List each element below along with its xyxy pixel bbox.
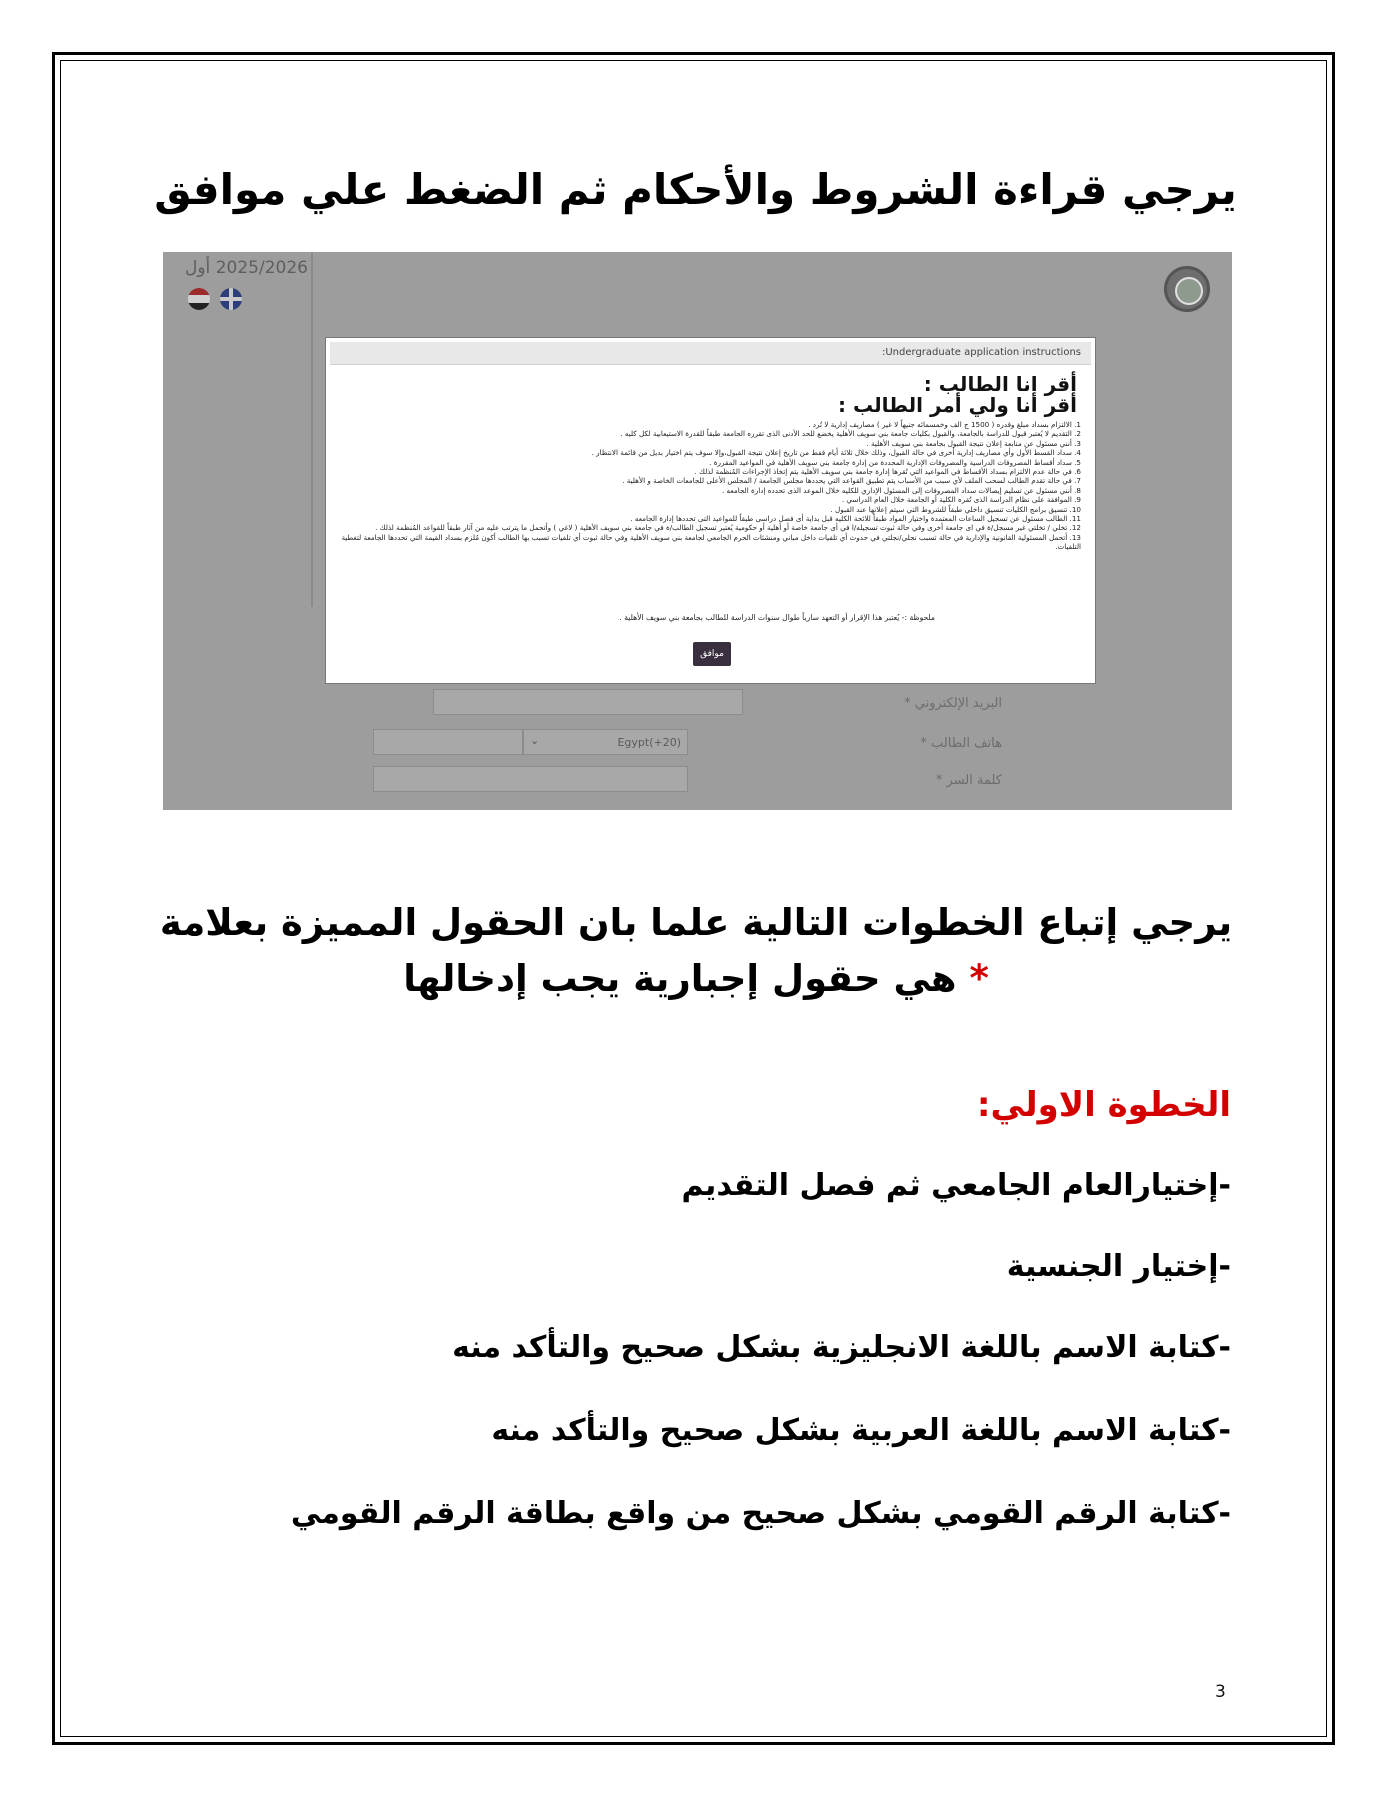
page-title: يرجي قراءة الشروط والأحكام ثم الضغط علي موافق	[154, 165, 1237, 214]
list-item: 1. الالتزام بسداد مبلغ وقدره ( 1500 ج الف وخمسمائه جنيهاً لا غير ) مصاريف إدارية لا تُرد .	[808, 420, 1081, 429]
egypt-flag-icon[interactable]	[188, 288, 210, 310]
uk-flag-icon[interactable]	[220, 288, 242, 310]
list-item: -إختيارالعام الجامعي ثم فصل التقديم	[681, 1168, 1231, 1203]
step1-title: الخطوة الاولي:	[976, 1085, 1231, 1125]
academic-year-label: 2025/2026 أول	[185, 258, 308, 278]
list-item: 5. سداد أقساط المصروفات الدراسية والمصروفات الإدارية المحددة من إدارة جامعة بني سويف الأهلية في المواعيد المقررة .	[709, 457, 1081, 467]
sidebar-divider	[311, 252, 313, 607]
screenshot-image	[163, 252, 1232, 810]
phone-label: هاتف الطالب *	[920, 736, 1002, 751]
list-item: -كتابة الاسم باللغة العربية بشكل صحيح والتأكد منه	[491, 1413, 1231, 1448]
list-item: 10. تنسيق برامج الكليات تنسيق داخلي طبقاً للشروط التي سيتم إعلانها عند القبول .	[830, 504, 1081, 514]
page-number: 3	[1215, 1682, 1226, 1702]
required-star: *	[969, 957, 989, 1000]
list-item: 13. أتحمل المسئولية القانونية والإدارية في حالة تسبب نجلي/نجلتي في حدوث أي تلفيات داخل مباني ومنشئات الحرم الجامعي لجامعة بني سويف الأهلية وفي حالة ثبوت أي تلفيات تسبب بها الطالب أكون مُلزم بسداد القيمة التي تحددها الجامعة لتغطية التلفيات.	[341, 532, 1081, 552]
list-item: -كتابة الرقم القومي بشكل صحيح من واقع بطاقة الرقم القومي	[290, 1496, 1231, 1531]
list-item: 11. الطالب مسئول عن تسجيل الساعات المعتمدة واختيار المواد طبقاً للائحة الكليه قبل بداية أى فصل دراسى طبقاً للمواعيد التى تحددها إدارة الجامعه .	[630, 514, 1081, 524]
list-item: 12. تخلي / تخلتي غير مسجل/ة في اى جامعة أخرى وفي حالة ثبوت تسجيله/ا في أى جامعة خاصة أو أهلية أو حكومية يُعتبر تسجيل الطالب/ة في جامعة بني سويف الأهلية ( لاغي ) وأتحمل ما يترتب عليه من آثار طبقاً للقواعد المُنظمة لذلك .	[375, 523, 1081, 533]
list-item: 6. في حالة عدم الالتزام بسداد الأقساط في المواعيد التي تُقرها إدارة جامعة بني سويف الأهلية يتم إتخاذ الإجراءات المُنظمة لذلك .	[694, 467, 1081, 477]
email-field[interactable]	[433, 689, 743, 715]
terms-list	[341, 420, 1081, 552]
modal-note: ملحوظة :- يُعتبر هذا الإقرار أو التعهد سارياً طوال سنوات الدراسة للطالب بجامعة بني سويف الأهلية .	[619, 613, 935, 622]
instructions-modal	[325, 337, 1096, 684]
country-code-select[interactable]	[523, 729, 688, 755]
list-item: 4. سداد القسط الأول وأي مصاريف إدارية أخرى في حالة القبول، وذلك خلال ثلاثة أيام فقط من تاريخ إعلان نتيجة القبول،وإلا سوف يتم اختيار بديل من قائمة الانتظار .	[591, 448, 1081, 458]
list-item: 2. التقديم لا يُعتبر قبول للدراسة بالجامعة، والقبول بكليات جامعة بني سويف الأهلية يخضع للحد الأدنى الذى تقرره الجامعة طبقاً للقدرة الاستيعابية لكل كليه .	[620, 429, 1081, 439]
list-item: 7. في حالة تقدم الطالب لسحب الملف لأي سبب من الأسباب يتم تطبيق القواعد التي يحددها مجلس الجامعة / المجلس الأعلى للجامعات الخاصة و الأهلية .	[622, 476, 1081, 486]
password-field[interactable]	[373, 766, 688, 792]
student-acknowledgement-heading: أقر انا الطالب :	[923, 372, 1077, 396]
instructions-text: يرجي إتباع الخطوات التالية علما بان الحقول المميزة بعلامة	[159, 901, 1233, 944]
email-label: البريد الإلكتروني *	[904, 696, 1002, 711]
university-logo	[1164, 266, 1210, 312]
modal-header: :Undergraduate application instructions	[330, 342, 1091, 365]
list-item: 8. أنني مسئول عن تسليم إيصالات سداد المصروفات إلى المسئول الإداري للكليه خلال الموعد الذى تحدده إدارة الجامعه .	[721, 485, 1081, 495]
phone-field[interactable]	[373, 729, 523, 755]
chevron-down-icon: ⌄	[530, 734, 540, 747]
guardian-acknowledgement-heading: أقر أنا ولي أمر الطالب :	[838, 393, 1077, 417]
password-label: كلمة السر *	[935, 773, 1002, 788]
instructions-text-end: هي حقول إجبارية يجب إدخالها	[403, 957, 957, 1000]
list-item: 3. أنني مسئول عن متابعة إعلان نتيجة القبول بجامعة بني سويف الأهلية .	[866, 438, 1081, 448]
country-code-value: Egypt(+20)	[617, 736, 681, 749]
list-item: -كتابة الاسم باللغة الانجليزية بشكل صحيح والتأكد منه	[452, 1330, 1231, 1365]
agree-button[interactable]: موافق	[693, 642, 731, 666]
instructions-paragraph	[151, 895, 1241, 1007]
list-item: -إختيار الجنسية	[1006, 1249, 1231, 1284]
list-item: 9. الموافقة على نظام الدراسة الذى تُقره الكلية أو الجامعة خلال العام الدراسي .	[841, 495, 1081, 505]
